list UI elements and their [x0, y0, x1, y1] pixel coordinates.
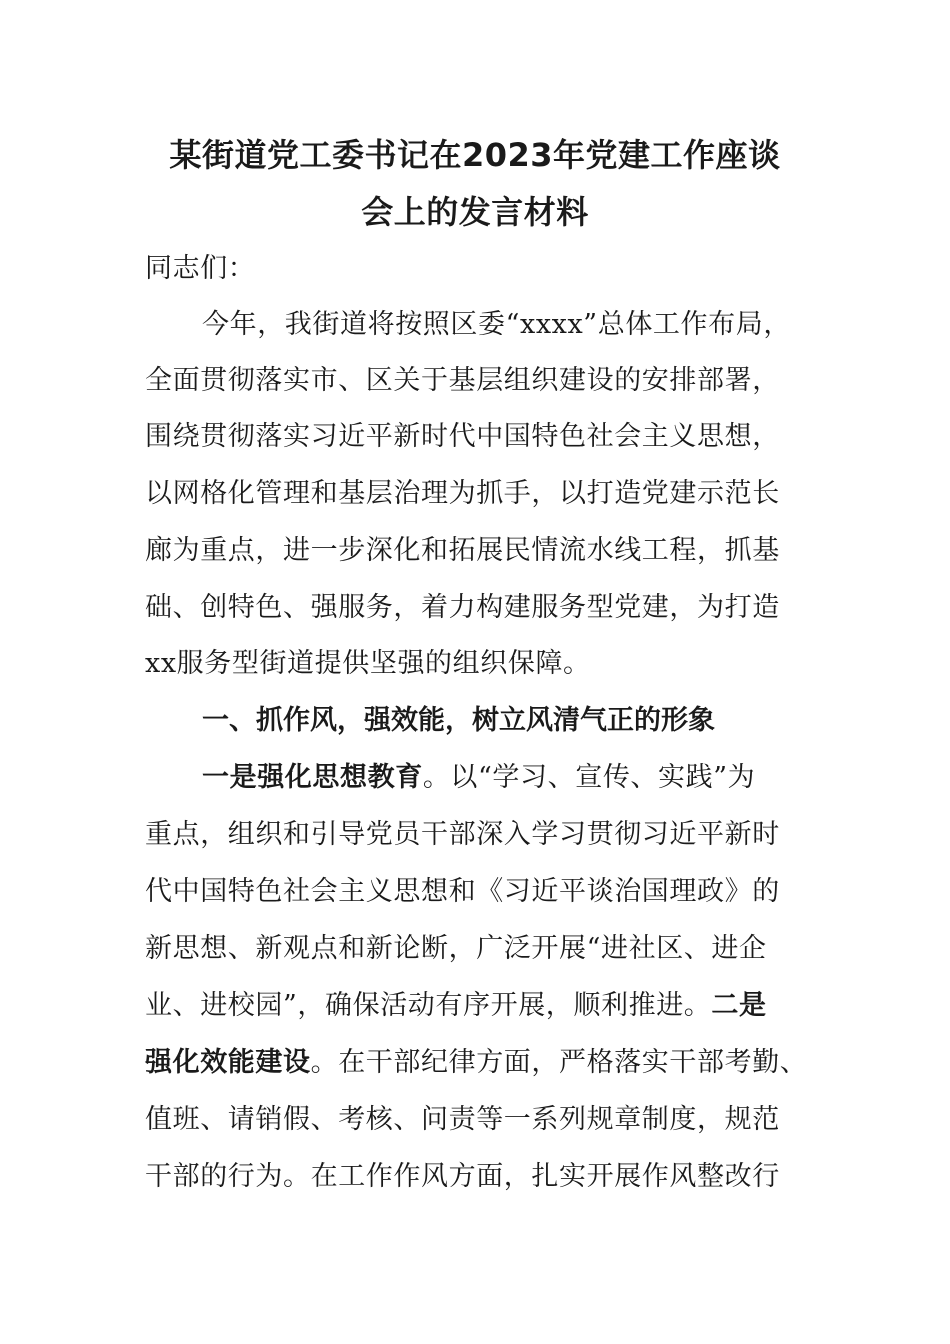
bold-lead-2b: 强化效能建设	[145, 1047, 311, 1078]
paragraph-1-line-2: 全面贯彻落实市、区关于基层组织建设的安排部署，	[145, 365, 780, 396]
paragraph-2-line-2: 重点，组织和引导党员干部深入学习贯彻习近平新时	[145, 819, 780, 850]
paragraph-2-line-1-text: 。以“学习、宣传、实践”为	[422, 762, 756, 793]
document-title-line-2: 会上的发言材料	[361, 193, 589, 231]
document-title-line-1: 某街道党工委书记在2023年党建工作座谈	[169, 136, 781, 174]
paragraph-1-line-6: 础、创特色、强服务，着力构建服务型党建，为打造	[145, 592, 780, 623]
paragraph-1-line-3: 围绕贯彻落实习近平新时代中国特色社会主义思想，	[145, 421, 780, 452]
paragraph-2-line-3: 代中国特色社会主义思想和《习近平谈治国理政》的	[145, 876, 780, 907]
paragraph-2-line-8: 干部的行为。在工作作风方面，扎实开展作风整改行	[145, 1161, 780, 1192]
paragraph-2-line-7: 值班、请销假、考核、问责等一系列规章制度，规范	[145, 1104, 780, 1135]
paragraph-1-line-7: xx服务型街道提供坚强的组织保障。	[145, 648, 591, 679]
paragraph-2-line-5	[145, 992, 825, 1019]
section-1-heading: 一、抓作风，强效能，树立风清气正的形象	[202, 705, 715, 736]
paragraph-1-line-5: 廊为重点，进一步深化和拓展民情流水线工程，抓基	[145, 535, 780, 566]
paragraph-2-line-6	[145, 1049, 825, 1076]
paragraph-2-line-4: 新思想、新观点和新论断，广泛开展“进社区、进企	[145, 933, 767, 964]
paragraph-1-line-4: 以网格化管理和基层治理为抓手，以打造党建示范长	[145, 478, 780, 509]
salutation: 同志们：	[145, 253, 256, 284]
bold-lead-1: 一是强化思想教育	[202, 762, 423, 793]
paragraph-2-line-6-text: 。在干部纪律方面，严格落实干部考勤、	[310, 1047, 808, 1078]
paragraph-1-line-1: 今年，我街道将按照区委“xxxx”总体工作布局，	[202, 309, 791, 340]
paragraph-2-line-5-text: 业、进校园”，确保活动有序开展，顺利推进。	[145, 990, 712, 1021]
paragraph-2-line-1	[202, 764, 882, 791]
bold-lead-2a: 二是	[711, 990, 767, 1021]
